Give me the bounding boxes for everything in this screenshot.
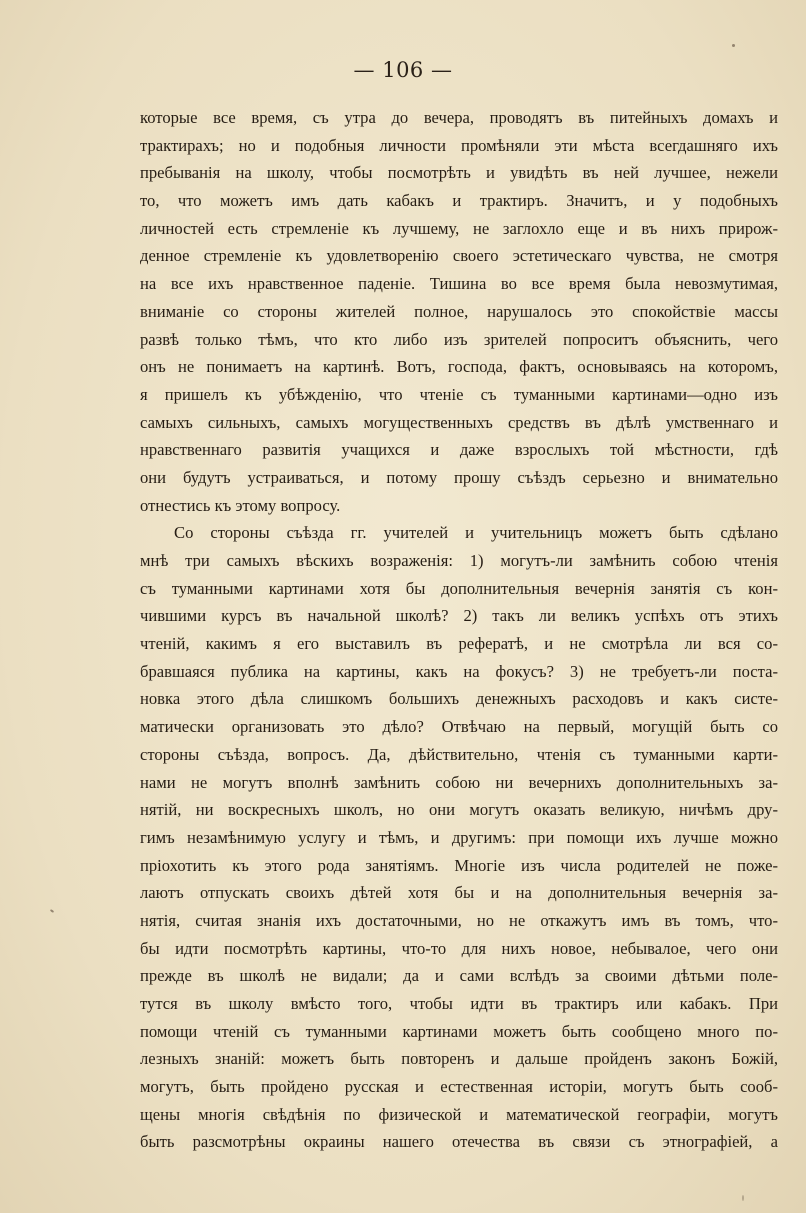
text-line: развѣ только тѣмъ, что кто либо изъ зрителей попроситъ объяснить, чего: [140, 329, 778, 349]
text-line: вниманіе со стороны жителей полное, нарушалось это спокойствіе массы: [140, 301, 778, 321]
text-line: самыхъ сильныхъ, самыхъ могущественныхъ средствъ въ дѣлѣ умственнаго и: [140, 412, 778, 432]
text-line: я пришелъ къ убѣжденію, что чтеніе съ туманными картинами—одно изъ: [140, 384, 778, 404]
text-line: лезныхъ знаній: можетъ быть повторенъ и дальше пройденъ законъ Божій,: [140, 1049, 778, 1069]
text-line: нравственнаго развитія учащихся и даже взрослыхъ той мѣстности, гдѣ: [140, 440, 778, 460]
text-line: бравшаяся публика на картины, какъ на фокусъ? 3) не требуетъ-ли поста-: [140, 661, 778, 681]
text-line: прежде въ школѣ не видали; да и сами вслѣдъ за своими дѣтьми поле-: [140, 966, 778, 986]
text-line: быть разсмотрѣны окраины нашего отечества въ связи съ этнографіей, а: [140, 1132, 778, 1152]
text-line: бы идти посмотрѣть картины, что-то для нихъ новое, небывалое, чего они: [140, 938, 778, 958]
text-line: щены многія свѣдѣнія по физической и математической географіи, могутъ: [140, 1104, 778, 1124]
text-line: то, что можетъ имъ дать кабакъ и трактиръ. Значитъ, и у подобныхъ: [140, 191, 778, 211]
text-line: чившими курсъ въ начальной школѣ? 2) такъ ли великъ успѣхъ отъ этихъ: [140, 606, 778, 626]
text-line: съ туманными картинами хотя бы дополнительныя вечернія занятія съ кон-: [140, 578, 778, 598]
text-line: трактирахъ; но и подобныя личности промѣняли эти мѣста всегдашняго ихъ: [140, 135, 778, 155]
paragraph-1: [140, 104, 778, 519]
text-line: стороны съѣзда, вопросъ. Да, дѣйствительно, чтенія съ туманными карти-: [140, 744, 778, 764]
text-line: нятія, считая знанія ихъ достаточными, но не откажутъ имъ въ томъ, что-: [140, 910, 778, 930]
paper-speck: [742, 1195, 744, 1201]
text-line: могутъ, быть пройдено русская и естественная исторіи, могутъ быть сооб-: [140, 1077, 778, 1097]
text-line: мнѣ три самыхъ вѣскихъ возраженія: 1) могутъ-ли замѣнить собою чтенія: [140, 551, 778, 570]
paper-speck: [50, 909, 54, 913]
text-line: пріохотить къ этого рода занятіямъ. Многіе изъ числа родителей не поже-: [140, 855, 778, 875]
text-line: Со стороны съѣзда гг. учителей и учительницъ можетъ быть сдѣлано: [174, 523, 778, 543]
text-line: денное стремленіе къ удовлетворенію своего эстетическаго чувства, не смотря: [140, 246, 778, 266]
text-line: на все ихъ нравственное паденіе. Тишина во все время была невозмутимая,: [140, 274, 778, 294]
text-line: чтеній, какимъ я его выставилъ въ рефератѣ, и не смотрѣла ли вся со-: [140, 634, 778, 654]
page-number: — 106 —: [353, 58, 453, 82]
paper-speck: [732, 44, 735, 47]
text-line: помощи чтеній съ туманными картинами можетъ быть сообщено много по-: [140, 1021, 778, 1041]
text-line: которые все время, съ утра до вечера, проводятъ въ питейныхъ домахъ и: [140, 108, 778, 127]
text-line: матически организовать это дѣло? Отвѣчаю на первый, могущій быть со: [140, 717, 778, 737]
text-line: новка этого дѣла слишкомъ большихъ денежныхъ расходовъ и какъ систе-: [140, 689, 778, 709]
text-line: личностей есть стремленіе къ лучшему, не заглохло еще и въ нихъ прирож-: [140, 218, 778, 238]
text-line: отнестись къ этому вопросу.: [140, 495, 341, 515]
text-line: они будутъ устраиваться, и потому прошу съѣздъ серьезно и внимательно: [140, 467, 778, 487]
page-text: [140, 104, 778, 1156]
text-line: нами не могутъ вполнѣ замѣнить собою ни вечернихъ дополнительныхъ за-: [140, 772, 778, 792]
text-line: нятій, ни воскресныхъ школъ, но они могутъ оказать великую, ничѣмъ дру-: [140, 800, 778, 820]
text-line: пребыванія на школу, чтобы посмотрѣть и увидѣть въ ней лучшее, нежели: [140, 163, 778, 183]
text-line: лаютъ отпускать своихъ дѣтей хотя бы и на дополнительныя вечернія за-: [140, 883, 778, 903]
text-line: тутся въ школу вмѣсто того, чтобы идти въ трактиръ или кабакъ. При: [140, 994, 778, 1013]
text-line: онъ не понимаетъ на картинѣ. Вотъ, господа, фактъ, основываясь на которомъ,: [140, 357, 778, 377]
text-line: гимъ незамѣнимую услугу и тѣмъ, и другимъ: при помощи ихъ лучше можно: [140, 827, 778, 847]
paragraph-2: [140, 519, 778, 1156]
